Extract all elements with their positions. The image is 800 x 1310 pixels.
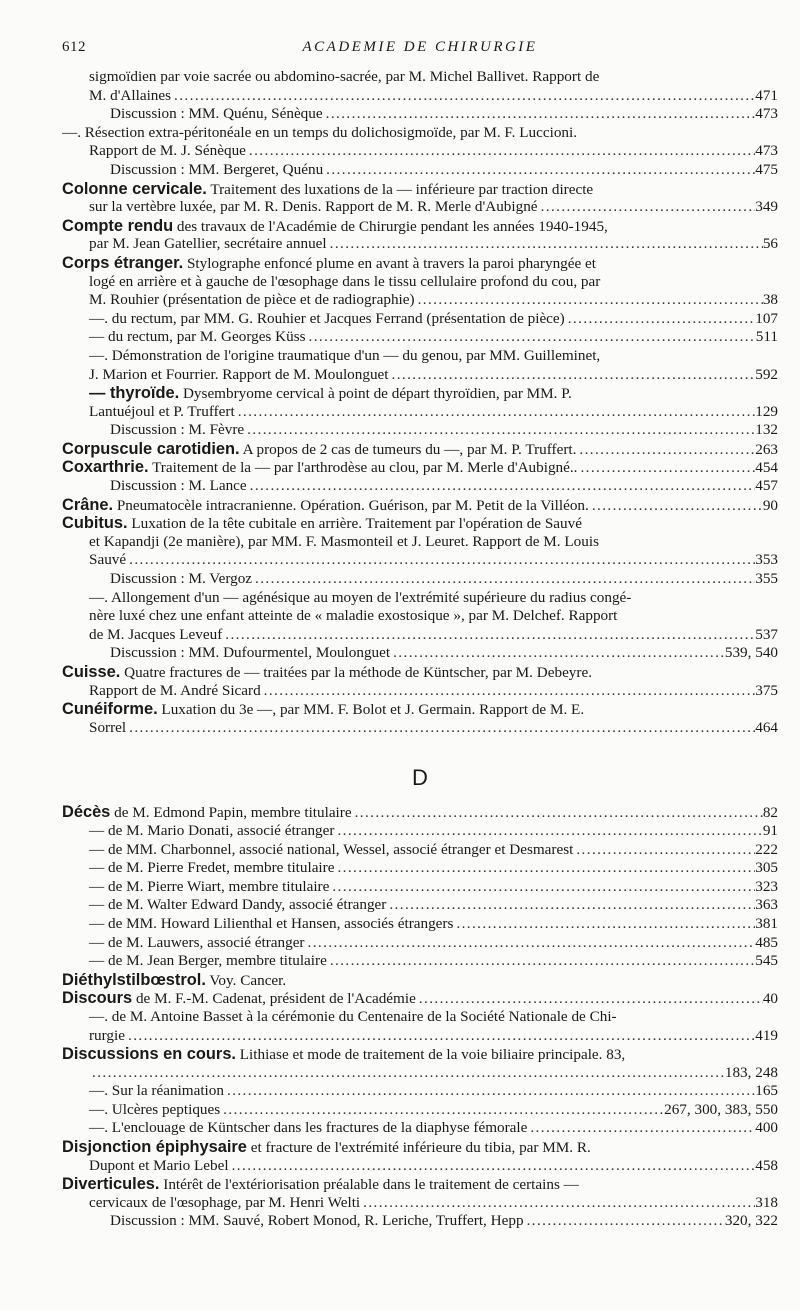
entry-text — [62, 124, 577, 143]
entry-text — [89, 1101, 220, 1120]
leader-dots — [247, 477, 756, 496]
index-entry — [62, 841, 778, 860]
entry-description: par M. Jean Gatellier, secrétaire annuel — [89, 235, 327, 253]
leader-dots — [126, 551, 755, 570]
index-entry — [62, 822, 778, 841]
entry-description: Intérêt de l'extériorisation préalable dans le traitement de certains — — [163, 1176, 579, 1194]
entry-text — [110, 570, 252, 589]
entry-description: Voy. Cancer. — [209, 971, 287, 989]
entry-keyword: Discussions en cours. — [62, 1045, 236, 1064]
entry-description: —. Résection extra-péritonéale en un temps du dolichosigmoïde, par M. F. Luccioni. — [62, 123, 578, 141]
page-reference: 381 — [755, 914, 778, 932]
index-entry — [62, 644, 778, 663]
entry-description: de M. Jacques Leveuf — [89, 625, 223, 643]
entry-text — [89, 273, 600, 292]
leader-dots — [589, 497, 763, 515]
page-reference: 91 — [762, 821, 778, 839]
index-entry — [62, 180, 778, 199]
entry-text — [89, 347, 600, 366]
page-reference: 183, 248 — [724, 1063, 778, 1081]
index-entry — [62, 310, 778, 329]
index-entry — [62, 347, 778, 366]
entry-keyword: Disjonction épiphysaire — [62, 1138, 247, 1157]
index-entry — [62, 440, 778, 459]
leader-dots — [524, 1212, 725, 1231]
entry-text — [89, 841, 573, 860]
entry-text — [110, 161, 323, 180]
index-entry — [62, 105, 778, 124]
index-entry — [62, 328, 778, 347]
index-entry — [62, 1157, 778, 1176]
page-reference: 473 — [755, 142, 778, 160]
leader-dots — [244, 421, 755, 440]
leader-dots — [329, 878, 755, 897]
leader-dots — [576, 441, 755, 459]
entry-text — [89, 1008, 617, 1027]
page-reference: 305 — [755, 859, 778, 877]
index-entry — [62, 142, 778, 161]
entry-text — [62, 458, 577, 477]
entry-description: de M. Edmond Papin, membre titulaire — [114, 804, 352, 822]
leader-dots — [538, 198, 756, 217]
entry-text — [89, 291, 415, 310]
index-entry — [62, 477, 778, 496]
entry-description: — de MM. Howard Lilienthal et Hansen, associés étrangers — [89, 914, 454, 932]
index-entry — [62, 514, 778, 533]
entry-description: Stylographe enfoncé plume en avant à travers la paroi pharyngée et — [186, 254, 596, 272]
entry-description: J. Marion et Fourrier. Rapport de M. Moulonguet — [89, 365, 389, 383]
index-entry — [62, 589, 778, 608]
entry-keyword: Corpuscule carotidien. — [62, 439, 240, 458]
index-entry — [62, 682, 778, 701]
index-section-c — [62, 68, 778, 737]
entry-text — [62, 663, 592, 682]
index-entry — [62, 421, 778, 440]
leader-dots — [334, 822, 762, 841]
entry-text — [89, 626, 222, 645]
leader-dots — [352, 804, 763, 822]
entry-description: Lantuéjoul et P. Truffert — [89, 402, 235, 420]
leader-dots — [327, 235, 763, 254]
entry-description: sigmoïdien par voie sacrée ou abdomino-sacrée, par M. Michel Ballivet. Rapport de — [89, 68, 600, 85]
page-reference: 458 — [755, 1156, 778, 1174]
entry-description: Luxation de la tête cubitale en arrière. Traitement par l'opération de Sauvé — [131, 515, 582, 533]
entry-text — [89, 1157, 229, 1176]
entry-description: rurgie — [89, 1026, 125, 1044]
entry-text — [89, 68, 599, 87]
leader-dots — [573, 841, 755, 860]
page-header — [62, 38, 778, 68]
entry-description: —. du rectum, par MM. G. Rouhier et Jacques Ferrand (présentation de pièce) — [89, 309, 565, 327]
entry-keyword: Diéthylstilbœstrol. — [62, 970, 206, 989]
leader-dots — [453, 915, 755, 934]
entry-text — [62, 217, 608, 236]
leader-dots — [224, 1082, 755, 1101]
page-reference: 419 — [755, 1026, 778, 1044]
index-entry — [62, 1027, 778, 1046]
index-entry — [62, 496, 778, 515]
entry-text — [62, 1045, 625, 1064]
entry-text — [62, 254, 596, 273]
page-number: 612 — [62, 39, 86, 55]
index-entry — [62, 235, 778, 254]
page-reference: 349 — [755, 198, 778, 216]
entry-description: — de M. Lauwers, associé étranger — [89, 933, 305, 951]
entry-text — [89, 859, 334, 878]
entry-text — [110, 421, 244, 440]
page-reference: 222 — [755, 840, 778, 858]
entry-text — [89, 310, 565, 329]
leader-dots — [577, 459, 755, 477]
page-reference: 400 — [755, 1119, 778, 1137]
index-entry — [62, 607, 778, 626]
entry-text — [89, 878, 329, 897]
entry-description: —. Allongement d'un — agénésique au moyen de l'extrémité supérieure du radius congé- — [89, 588, 632, 606]
entry-text — [110, 105, 323, 124]
page-reference: 471 — [755, 86, 778, 104]
entry-description: Discussion : MM. Quénu, Sénèque — [110, 105, 323, 123]
index-entry — [62, 273, 778, 292]
page-reference: 165 — [755, 1082, 778, 1100]
entry-keyword: Discours — [62, 989, 133, 1008]
entry-text — [89, 87, 171, 106]
index-entry — [62, 1138, 778, 1157]
page-reference: 129 — [755, 402, 778, 420]
entry-description: —. Ulcères peptiques — [89, 1100, 221, 1118]
entry-description: et fracture de l'extrémité inférieure du tibia, par MM. R. — [250, 1139, 591, 1157]
entry-description: —. de M. Antoine Basset à la cérémonie du Centenaire de la Société Nationale de Chi- — [89, 1007, 617, 1025]
entry-text — [89, 328, 306, 347]
entry-description: Luxation du 3e —, par MM. F. Bolot et J. Germain. Rapport de M. E. — [161, 701, 585, 719]
page-reference: 473 — [755, 105, 778, 123]
leader-dots — [235, 403, 756, 422]
page-reference: 323 — [755, 877, 778, 895]
entry-description: nère luxé chez une enfant atteinte de « maladie exostosique », par M. Delchef. Rapport — [89, 607, 618, 625]
page-reference: 539, 540 — [724, 644, 778, 662]
entry-text — [89, 719, 126, 738]
index-entry — [62, 403, 778, 422]
leader-dots — [415, 291, 763, 310]
leader-dots — [565, 310, 755, 329]
page-reference: 132 — [755, 421, 778, 439]
leader-dots — [126, 719, 755, 738]
index-entry — [62, 1045, 778, 1064]
index-entry — [62, 1212, 778, 1231]
entry-text — [89, 403, 235, 422]
leader-dots — [125, 1027, 755, 1046]
entry-text — [89, 1119, 527, 1138]
index-entry — [62, 1064, 778, 1083]
index-entry — [62, 663, 778, 682]
index-entry — [62, 533, 778, 552]
index-entry — [62, 989, 778, 1008]
entry-keyword: Coxarthrie. — [62, 458, 149, 477]
entry-text — [89, 235, 327, 254]
entry-text — [89, 589, 631, 608]
page-reference: 40 — [762, 990, 778, 1008]
entry-description: et Kapandji (2e manière), par MM. F. Masmonteil et J. Leuret. Rapport de M. Louis — [89, 532, 599, 550]
index-entry — [62, 161, 778, 180]
entry-text — [62, 1175, 579, 1194]
entry-description: Discussion : M. Lance — [110, 477, 247, 495]
index-entry — [62, 198, 778, 217]
index-section-d — [62, 803, 778, 1231]
page-reference: 545 — [755, 952, 778, 970]
entry-text — [110, 644, 390, 663]
entry-text — [89, 822, 334, 841]
entry-description: Discussion : MM. Dufourmentel, Moulonguet — [110, 644, 391, 662]
entry-text — [89, 198, 538, 217]
index-entry — [62, 384, 778, 403]
page-reference: 464 — [755, 718, 778, 736]
page-reference: 363 — [755, 896, 778, 914]
entry-description: Pneumatocèle intracranienne. Opération. Guérison, par M. Petit de la Villéon. — [116, 496, 589, 514]
entry-description: Rapport de M. André Sicard — [89, 681, 261, 699]
entry-text — [62, 440, 576, 459]
index-entry — [62, 878, 778, 897]
entry-text — [62, 1138, 591, 1157]
index-entry — [62, 87, 778, 106]
index-entry — [62, 1175, 778, 1194]
entry-keyword: Cuisse. — [62, 663, 121, 681]
entry-text — [110, 477, 247, 496]
entry-description: Traitement de la — par l'arthrodèse au clou, par M. Merle d'Aubigné.. — [152, 459, 578, 477]
index-entry — [62, 971, 778, 990]
entry-text — [89, 1082, 224, 1101]
page-reference: 485 — [755, 933, 778, 951]
index-entry — [62, 124, 778, 143]
entry-description: —. L'enclouage de Küntscher dans les fractures de la diaphyse fémorale — [89, 1119, 528, 1137]
entry-description: Discussion : MM. Bergeret, Quénu — [110, 160, 324, 178]
entry-description: Sauvé — [89, 551, 127, 569]
entry-text — [89, 142, 246, 161]
page-reference: 56 — [762, 235, 778, 253]
entry-text — [62, 803, 352, 822]
index-entry — [62, 458, 778, 477]
page-reference: 263 — [755, 440, 778, 458]
entry-text — [89, 607, 617, 626]
leader-dots — [390, 644, 725, 663]
page-reference: 320, 322 — [724, 1212, 778, 1230]
leader-dots — [252, 570, 755, 589]
index-entry — [62, 291, 778, 310]
entry-text — [89, 1027, 125, 1046]
entry-keyword: Crâne. — [62, 495, 114, 514]
page-reference: 475 — [755, 160, 778, 178]
index-entry — [62, 859, 778, 878]
leader-dots — [416, 990, 763, 1008]
index-entry — [62, 1101, 778, 1120]
entry-description: —. Démonstration de l'origine traumatique d'un — du genou, par MM. Guilleminet, — [89, 346, 601, 364]
entry-description: M. d'Allaines — [89, 86, 172, 104]
entry-description: Discussion : MM. Sauvé, Robert Monod, R. Leriche, Truffert, Hepp — [110, 1212, 524, 1230]
entry-text — [62, 180, 593, 199]
leader-dots — [261, 682, 756, 701]
leader-dots — [171, 87, 755, 106]
entry-description: — de M. Jean Berger, membre titulaire — [89, 952, 327, 970]
leader-dots — [323, 161, 755, 180]
entry-text — [89, 366, 389, 385]
entry-description: —. Sur la réanimation — [89, 1082, 224, 1100]
index-entry — [62, 1119, 778, 1138]
leader-dots — [386, 896, 755, 915]
entry-description: Sorrel — [89, 718, 127, 736]
entry-description: cervicaux de l'œsophage, par M. Henri Welti — [89, 1193, 361, 1211]
entry-text — [89, 533, 599, 552]
entry-text — [89, 1194, 360, 1213]
entry-description: Quatre fractures de — traitées par la méthode de Küntscher, par M. Debeyre. — [124, 664, 592, 681]
leader-dots — [389, 366, 756, 385]
entry-text — [62, 989, 416, 1008]
index-entry — [62, 934, 778, 953]
page-reference: 454 — [755, 459, 778, 477]
page-reference: 537 — [755, 625, 778, 643]
entry-text — [89, 551, 126, 570]
entry-description: Discussion : M. Vergoz — [110, 570, 253, 588]
index-entry — [62, 915, 778, 934]
leader-dots — [327, 952, 755, 971]
entry-description: A propos de 2 cas de tumeurs du —, par M. P. Truffert. — [242, 440, 577, 458]
page-reference: 355 — [755, 570, 778, 588]
entry-keyword: Compte rendu — [62, 216, 174, 235]
index-entry — [62, 626, 778, 645]
entry-keyword: Cunéiforme. — [62, 700, 158, 719]
entry-description: Discussion : M. Fèvre — [110, 421, 245, 439]
entry-description: Lithiase et mode de traitement de la voie biliaire principale. 83, — [239, 1046, 626, 1064]
leader-dots — [305, 934, 756, 953]
leader-dots — [323, 105, 756, 124]
index-entry — [62, 366, 778, 385]
page-reference: 592 — [755, 365, 778, 383]
entry-description: M. Rouhier (présentation de pièce et de radiographie) — [89, 291, 415, 309]
entry-keyword: Colonne cervicale. — [62, 179, 207, 198]
index-page — [62, 38, 778, 1231]
entry-description: Rapport de M. J. Sénèque — [89, 142, 246, 160]
index-entry — [62, 952, 778, 971]
entry-description: sur la vertèbre luxée, par M. R. Denis. Rapport de M. R. Merle d'Aubigné — [89, 198, 538, 216]
leader-dots — [306, 328, 756, 347]
entry-description: Traitement des luxations de la — inférieure par traction directe — [210, 180, 594, 198]
entry-text — [89, 384, 572, 403]
leader-dots — [229, 1157, 756, 1176]
entry-text — [62, 700, 584, 719]
entry-description: Dupont et Mario Lebel — [89, 1156, 229, 1174]
entry-keyword: Cubitus. — [62, 514, 128, 533]
index-entry — [62, 217, 778, 236]
index-entry — [62, 1008, 778, 1027]
page-reference: 107 — [755, 309, 778, 327]
entry-description: Dysembryome cervical à point de départ thyroïdien, par MM. P. — [182, 385, 572, 403]
index-entry — [62, 1082, 778, 1101]
leader-dots — [220, 1101, 664, 1120]
entry-keyword: Décès — [62, 803, 111, 822]
entry-text — [110, 1212, 524, 1231]
leader-dots — [334, 859, 755, 878]
index-entry — [62, 896, 778, 915]
leader-dots — [89, 1064, 725, 1083]
page-reference: 267, 300, 383, 550 — [664, 1100, 778, 1118]
entry-text — [89, 682, 261, 701]
entry-description: — de M. Pierre Fredet, membre titulaire — [89, 859, 335, 877]
leader-dots — [360, 1194, 755, 1213]
index-entry — [62, 551, 778, 570]
running-title: ACADEMIE DE CHIRURGIE — [302, 39, 538, 55]
index-entry — [62, 254, 778, 273]
page-reference: 82 — [762, 804, 778, 822]
entry-description: logé en arrière et à gauche de l'œsophage dans le tissu cellulaire profond du cou, par — [89, 272, 601, 290]
page-reference: 457 — [755, 477, 778, 495]
section-letter-d: D — [412, 765, 428, 791]
index-entry — [62, 700, 778, 719]
entry-text — [89, 934, 305, 953]
page-reference: 511 — [755, 328, 778, 346]
entry-keyword: — thyroïde. — [89, 384, 180, 403]
entry-text — [89, 952, 327, 971]
entry-text — [62, 496, 589, 515]
entry-text — [62, 971, 286, 990]
leader-dots — [222, 626, 755, 645]
index-entry — [62, 570, 778, 589]
entry-text — [89, 896, 386, 915]
entry-keyword: Diverticules. — [62, 1175, 160, 1194]
page-reference: 353 — [755, 551, 778, 569]
entry-text — [89, 915, 453, 934]
entry-description: — de M. Mario Donati, associé étranger — [89, 821, 335, 839]
entry-description: de M. F.-M. Cadenat, président de l'Académie — [135, 990, 416, 1008]
index-entry — [62, 68, 778, 87]
entry-description: — de MM. Charbonnel, associé national, Wessel, associé étranger et Desmarest — [89, 840, 574, 858]
page-reference: 318 — [755, 1193, 778, 1211]
index-entry — [62, 719, 778, 738]
entry-description: — de M. Walter Edward Dandy, associé étranger — [89, 896, 387, 914]
entry-description: des travaux de l'Académie de Chirurgie pendant les années 1940-1945, — [176, 217, 608, 235]
leader-dots — [246, 142, 755, 161]
entry-keyword: Corps étranger. — [62, 253, 184, 272]
index-entry — [62, 803, 778, 822]
index-entry — [62, 1194, 778, 1213]
page-reference: 375 — [755, 681, 778, 699]
entry-description: — du rectum, par M. Georges Küss — [89, 328, 306, 346]
page-reference: 90 — [762, 496, 778, 514]
leader-dots — [527, 1119, 755, 1138]
page-reference: 38 — [762, 291, 778, 309]
entry-text — [62, 514, 582, 533]
entry-description: — de M. Pierre Wiart, membre titulaire — [89, 877, 330, 895]
